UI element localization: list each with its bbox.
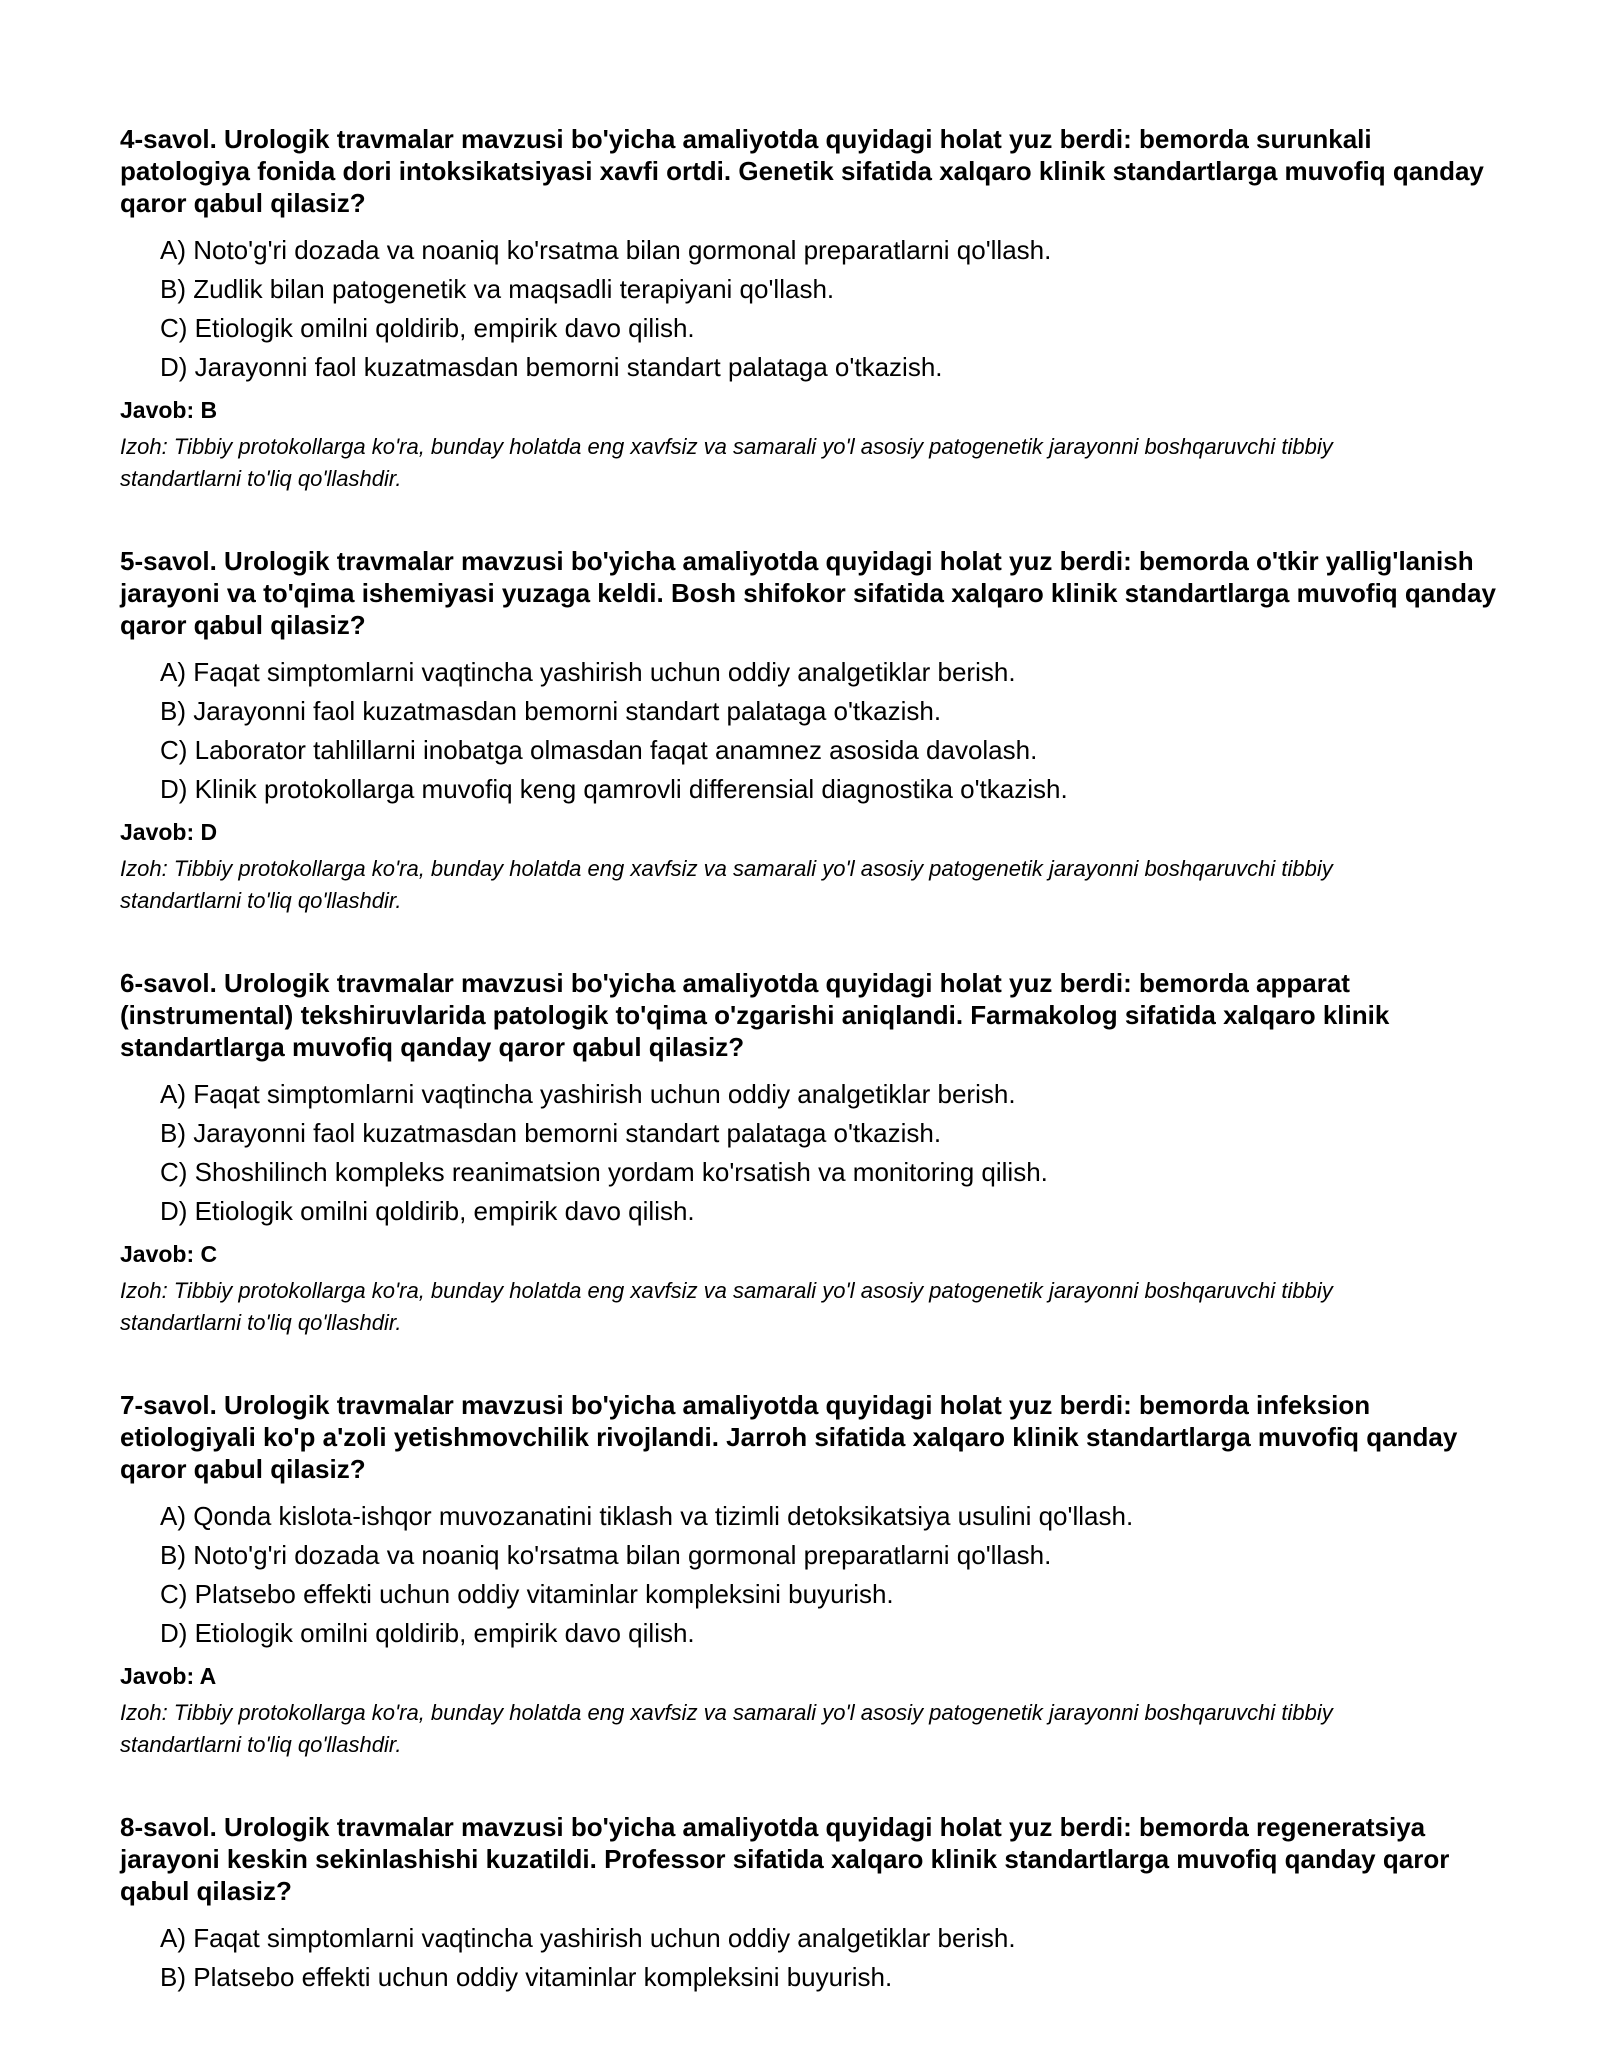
option-c: C) Laborator tahlillarni inobatga olmasdan faqat anamnez asosida davolash. (160, 735, 1038, 765)
explanation-note: Izoh: Tibbiy protokollarga ko'ra, bunday holatda eng xavfsiz va samarali yo'l asosiy patogenetik jarayonni boshqaruvchi tibbiy standartlarni to'liq qo'llashdir. (120, 856, 1333, 913)
option-b: B) Zudlik bilan patogenetik va maqsadli terapiyani qo'llash. (160, 274, 835, 304)
option-c: C) Platsebo effekti uchun oddiy vitaminlar kompleksini buyurish. (160, 1579, 894, 1609)
question-title: 5-savol. Urologik travmalar mavzusi bo'yicha amaliyotda quyidagi holat yuz berdi: bemorda o'tkir yallig'lanish jarayoni va to'qima ishemiyasi yuzaga keldi. Bosh shifokor sifatida xalqaro klinik standartlarga muvofiq qanday qaror qabul qilasiz? (120, 546, 1496, 640)
explanation-note: Izoh: Tibbiy protokollarga ko'ra, bunday holatda eng xavfsiz va samarali yo'l asosiy patogenetik jarayonni boshqaruvchi tibbiy standartlarni to'liq qo'llashdir. (120, 1700, 1333, 1757)
option-b: B) Platsebo effekti uchun oddiy vitaminlar kompleksini buyurish. (160, 1962, 893, 1992)
answer-label: Javob: C (120, 1241, 218, 1267)
explanation-note: Izoh: Tibbiy protokollarga ko'ra, bunday holatda eng xavfsiz va samarali yo'l asosiy patogenetik jarayonni boshqaruvchi tibbiy standartlarni to'liq qo'llashdir. (120, 1278, 1333, 1335)
question-title: 4-savol. Urologik travmalar mavzusi bo'yicha amaliyotda quyidagi holat yuz berdi: bemorda surunkali patologiya fonida dori intoksikatsiyasi xavfi ortdi. Genetik sifatida xalqaro klinik standartlarga muvofiq qanday qaror qabul qilasiz? (120, 124, 1484, 218)
option-b: B) Noto'g'ri dozada va noaniq ko'rsatma bilan gormonal preparatlarni qo'llash. (160, 1540, 1052, 1570)
option-d: D) Etiologik omilni qoldirib, empirik davo qilish. (160, 1196, 695, 1226)
option-c: C) Etiologik omilni qoldirib, empirik davo qilish. (160, 313, 695, 343)
option-d: D) Jarayonni faol kuzatmasdan bemorni standart palataga o'tkazish. (160, 352, 943, 382)
options-list (120, 1075, 1500, 1231)
option-a: A) Faqat simptomlarni vaqtincha yashirish uchun oddiy analgetiklar berish. (160, 657, 1016, 687)
question-title: 6-savol. Urologik travmalar mavzusi bo'yicha amaliyotda quyidagi holat yuz berdi: bemorda apparat (instrumental) tekshiruvlarida patologik to'qima o'zgarishi aniqlandi. Farmakolog sifatida xalqaro klinik standartlarga muvofiq qanday qaror qabul qilasiz? (120, 968, 1390, 1062)
answer-label: Javob: D (120, 819, 218, 845)
option-d: D) Etiologik omilni qoldirib, empirik davo qilish. (160, 1618, 695, 1648)
answer-label: Javob: A (120, 1663, 217, 1689)
options-list (120, 1497, 1500, 1653)
options-list (120, 231, 1500, 387)
option-a: A) Faqat simptomlarni vaqtincha yashirish uchun oddiy analgetiklar berish. (160, 1923, 1016, 1953)
option-a: A) Qonda kislota-ishqor muvozanatini tiklash va tizimli detoksikatsiya usulini qo'llash. (160, 1501, 1134, 1531)
question-5 (120, 545, 1500, 917)
option-b: B) Jarayonni faol kuzatmasdan bemorni standart palataga o'tkazish. (160, 1118, 942, 1148)
explanation-note: Izoh: Tibbiy protokollarga ko'ra, bunday holatda eng xavfsiz va samarali yo'l asosiy patogenetik jarayonni boshqaruvchi tibbiy standartlarni to'liq qo'llashdir. (120, 434, 1333, 491)
option-d: D) Klinik protokollarga muvofiq keng qamrovli differensial diagnostika o'tkazish. (160, 774, 1068, 804)
option-a: A) Noto'g'ri dozada va noaniq ko'rsatma bilan gormonal preparatlarni qo'llash. (160, 235, 1052, 265)
question-8 (120, 1811, 1500, 1997)
question-title: 7-savol. Urologik travmalar mavzusi bo'yicha amaliyotda quyidagi holat yuz berdi: bemorda infeksion etiologiyali ko'p a'zoli yetishmovchilik rivojlandi. Jarroh sifatida xalqaro klinik standartlarga muvofiq qanday qaror qabul qilasiz? (120, 1390, 1458, 1484)
question-7 (120, 1389, 1500, 1761)
document-page (120, 123, 1500, 2047)
option-a: A) Faqat simptomlarni vaqtincha yashirish uchun oddiy analgetiklar berish. (160, 1079, 1016, 1109)
answer-label: Javob: B (120, 397, 218, 423)
options-list (120, 1919, 1500, 1997)
question-4 (120, 123, 1500, 495)
question-title: 8-savol. Urologik travmalar mavzusi bo'yicha amaliyotda quyidagi holat yuz berdi: bemorda regeneratsiya jarayoni keskin sekinlashishi kuzatildi. Professor sifatida xalqaro klinik standartlarga muvofiq qanday qaror qabul qilasiz? (120, 1812, 1450, 1906)
options-list (120, 653, 1500, 809)
option-b: B) Jarayonni faol kuzatmasdan bemorni standart palataga o'tkazish. (160, 696, 942, 726)
option-c: C) Shoshilinch kompleks reanimatsion yordam ko'rsatish va monitoring qilish. (160, 1157, 1048, 1187)
question-6 (120, 967, 1500, 1339)
